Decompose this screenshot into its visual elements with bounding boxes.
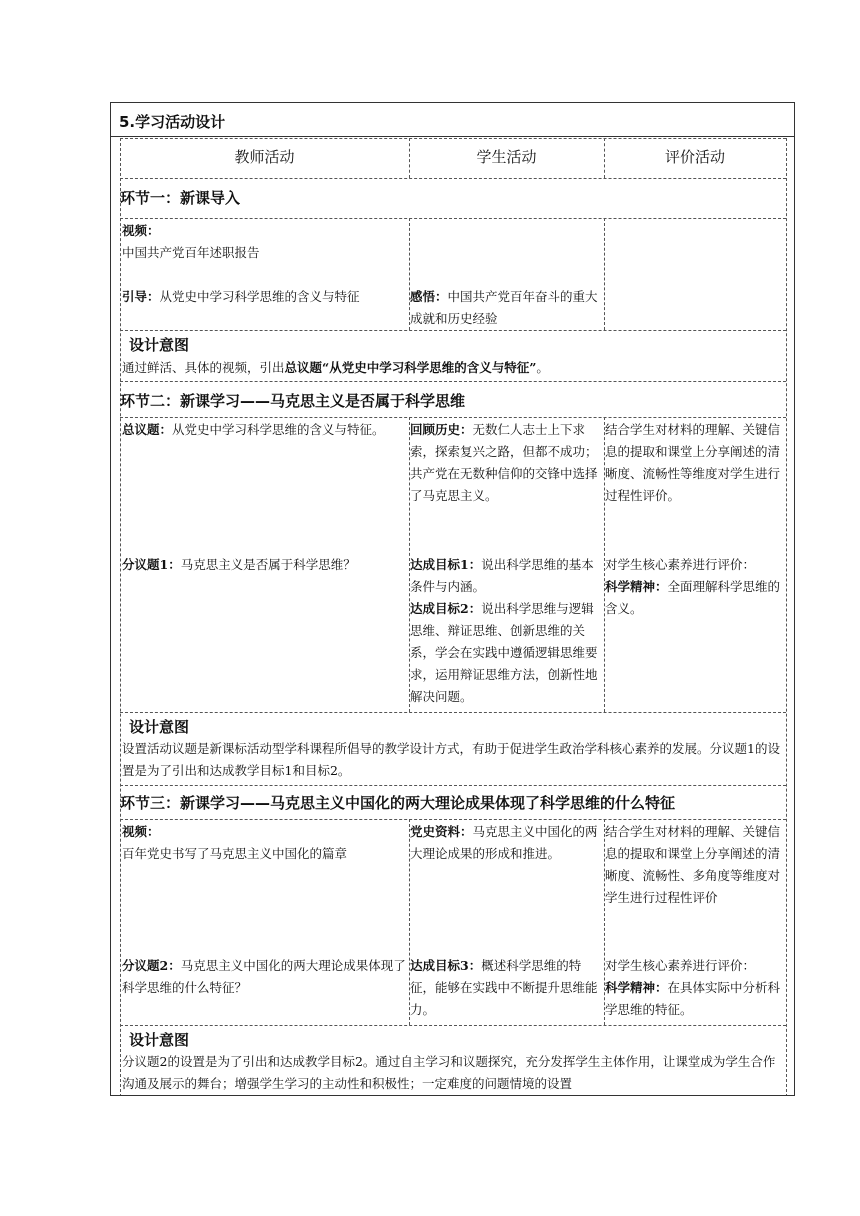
section3-material-label: 党史资料： (410, 824, 473, 839)
section2-topic (122, 419, 408, 441)
section3-sci-label: 科学精神： (605, 980, 668, 995)
section3-video-text: 百年党史书写了马克思主义中国化的篇章 (122, 846, 348, 861)
grid-line (120, 178, 786, 179)
section3-eval2 (605, 955, 785, 1021)
section3-intent-text: 分议题2的设置是为了引出和达成教学目标2。通过自主学习和议题探究，充分发挥学生主体作用，让课堂成为学生合作沟通及展示的舞台；增强学生学习的主动性和积极性；一定难度的问题情境的设置 (122, 1054, 776, 1091)
section2-intent-text: 设置活动议题是新课标活动型学科课程所倡导的教学设计方式，有助于促进学生政治学科核心素养的发展。分议题1的设置是为了引出和达成教学目标1和目标2。 (122, 741, 780, 778)
section3-video (122, 821, 408, 865)
grid-line (120, 1025, 786, 1026)
section1-guide-text: 从党史中学习科学思维的含义与特征 (159, 289, 360, 304)
section3-sci-text: 在具体实际中分析科学思维的特征。 (605, 980, 781, 1017)
section1-video-text: 中国共产党百年述职报告 (122, 245, 260, 260)
section1-heading: 环节一：新课导入 (120, 189, 241, 207)
section2-review-label: 回顾历史： (410, 422, 473, 437)
section3-heading: 环节三：新课学习——马克思主义中国化的两大理论成果体现了科学思维的什么特征 (120, 794, 676, 812)
section2-goal2-text: 说出科学思维与逻辑思维、辩证思维、创新思维的关系，学会在实践中遵循逻辑思维要求，运用辩证思维方法，创新性地解决问题。 (410, 601, 598, 704)
grid-line (120, 712, 786, 713)
section3-material (410, 821, 604, 865)
grid-line (604, 218, 605, 330)
section3-intent-title: 设计意图 (129, 1031, 190, 1049)
section1-teacher-cell (122, 220, 408, 308)
section3-subtopic (122, 955, 408, 999)
section2-review-text: 无数仁人志士上下求索，探索复兴之路，但都不成功；共产党在无数种信仰的交锋中选择了马克思主义。 (410, 422, 598, 503)
section3-goal3-text: 概述科学思维的特征，能够在实践中不断提升思维能力。 (410, 958, 598, 1017)
grid-line (120, 218, 786, 219)
section2-goal2-label: 达成目标2： (410, 601, 482, 616)
section1-guide-label: 引导： (122, 289, 160, 304)
section3-goal3-label: 达成目标3： (410, 958, 482, 973)
section2-topic-label: 总议题： (122, 422, 173, 437)
section1-intent-title: 设计意图 (129, 336, 190, 354)
section2-goals (410, 554, 604, 708)
section2-goal1-label: 达成目标1： (410, 557, 482, 572)
grid-left-edge (120, 138, 121, 1096)
section2-review (410, 419, 604, 507)
section1-intent-post: 。 (536, 360, 549, 375)
section3-video-label: 视频： (122, 824, 160, 839)
grid-line (120, 417, 786, 418)
section3-sub-text: 马克思主义中国化的两大理论成果体现了科学思维的什么特征？ (122, 958, 406, 995)
section2-intent-title: 设计意图 (129, 718, 190, 736)
section2-sub-label: 分议题1： (122, 557, 181, 572)
section1-intent-pre: 通过鲜活、具体的视频，引出 (122, 360, 285, 375)
section3-material-text: 马克思主义中国化的两大理论成果的形成和推进。 (410, 824, 598, 861)
section3-eval2-text: 对学生核心素养进行评价： (605, 958, 756, 973)
section2-sci-text: 全面理解科学思维的含义。 (605, 579, 781, 616)
grid-right-edge (786, 138, 787, 1096)
section2-subtopic (122, 554, 408, 576)
header-teacher: 教师活动 (234, 148, 295, 166)
section3-goal3 (410, 955, 604, 1021)
section3-sub-label: 分议题2： (122, 958, 181, 973)
table-title: 5.学习活动设计 (119, 113, 226, 131)
section1-intent-bold: 总议题“从党史中学习科学思维的含义与特征” (284, 360, 537, 375)
section2-goal1-text: 说出科学思维的基本条件与内涵。 (410, 557, 594, 594)
section2-eval2-text: 对学生核心素养进行评价： (605, 557, 756, 572)
section2-eval1: 结合学生对材料的理解、关键信息的提取和课堂上分享阐述的清晰度、流畅性等维度对学生进行过程性评价。 (605, 422, 781, 503)
section2-eval2 (605, 554, 785, 620)
section2-topic-text: 从党史中学习科学思维的含义与特征。 (172, 422, 385, 437)
section1-student-cell (410, 286, 604, 330)
section2-sub-text: 马克思主义是否属于科学思维？ (180, 557, 356, 572)
grid-line (120, 381, 786, 382)
header-student: 学生活动 (476, 148, 537, 166)
section2-heading: 环节二：新课学习——马克思主义是否属于科学思维 (120, 392, 466, 410)
section1-student-text: 中国共产党百年奋斗的重大成就和历史经验 (410, 289, 598, 326)
grid-line (120, 819, 786, 820)
grid-line (120, 138, 786, 139)
title-divider (111, 136, 795, 137)
section2-sci-label: 科学精神： (605, 579, 668, 594)
section3-eval1: 结合学生对材料的理解、关键信息的提取和课堂上分享阐述的清晰度、流畅性、多角度等维度对学生进行过程性评价 (605, 824, 781, 905)
activity-design-table (110, 102, 795, 1096)
section1-intent-text (122, 357, 784, 379)
header-evaluation: 评价活动 (664, 148, 725, 166)
grid-line (120, 330, 786, 331)
section1-student-label: 感悟： (410, 289, 448, 304)
section1-video-label: 视频： (122, 223, 160, 238)
grid-line (120, 785, 786, 786)
